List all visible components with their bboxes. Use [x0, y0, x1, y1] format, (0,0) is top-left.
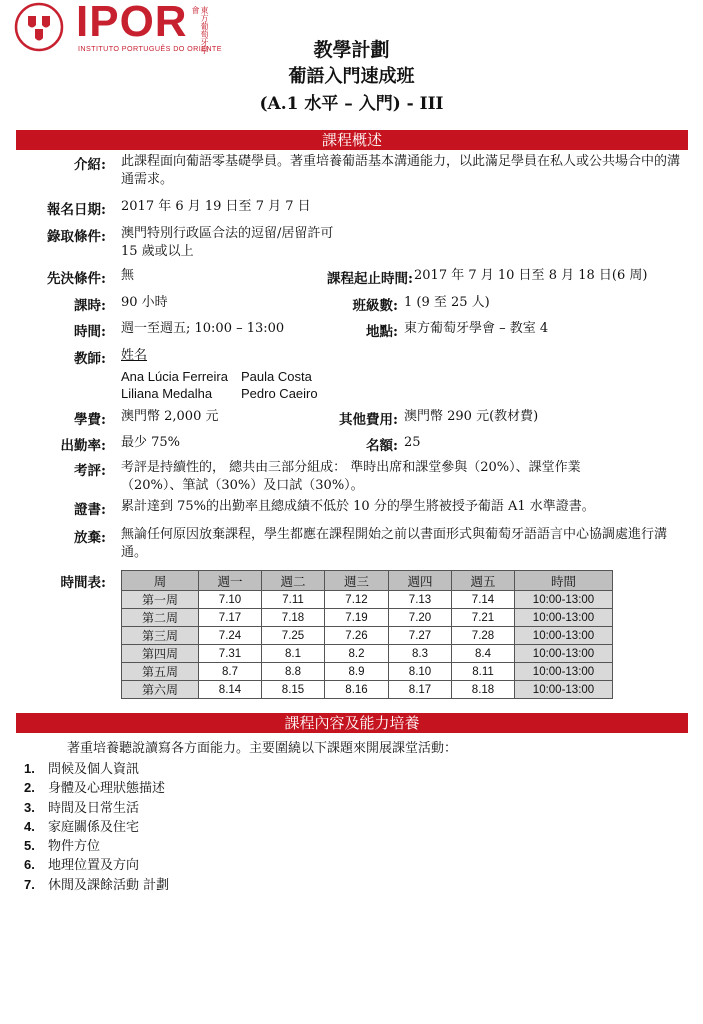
- teachers-heading: 姓名: [121, 348, 148, 363]
- date-cell: 7.18: [262, 609, 325, 627]
- date-cell: 7.24: [199, 627, 262, 645]
- withdrawal-value: 無論任何原因放棄課程，學生都應在課程開始之前以書面形式與葡萄牙語語言中心協調處進行溝通。: [121, 527, 668, 560]
- date-cell: 8.7: [199, 663, 262, 681]
- date-cell: 7.27: [389, 627, 452, 645]
- admission-label: 錄取條件:: [47, 229, 106, 245]
- enroll-label: 報名日期:: [47, 202, 106, 218]
- week-cell: 第四周: [122, 645, 199, 663]
- schedule-header-row: [122, 571, 613, 591]
- date-cell: 8.11: [452, 663, 515, 681]
- week-cell: 第三周: [122, 627, 199, 645]
- col-header: 時間: [515, 571, 613, 591]
- topic-number: 2.: [24, 780, 35, 796]
- topic-text: 地理位置及方向: [48, 858, 140, 874]
- topic-number: 1.: [24, 761, 35, 776]
- course-level: (A.1 水平 – 入門) - III: [259, 94, 444, 114]
- time-cell: 10:00-13:00: [515, 681, 613, 699]
- intro-value: 此課程面向葡語零基礎學員。著重培養葡語基本溝通能力，以此滿足學員在私人或公共場合中的溝通需求。: [121, 154, 681, 187]
- topic-text: 休閒及課餘活動 計劃: [48, 877, 170, 893]
- teacher-name: Liliana Medalha: [121, 386, 213, 401]
- prereq-value: 無: [121, 268, 135, 283]
- table-row: [122, 609, 613, 627]
- period-label: 課程起止時間:: [327, 271, 413, 287]
- date-cell: 8.14: [199, 681, 262, 699]
- date-cell: 7.21: [452, 609, 515, 627]
- topic-text: 家庭關係及住宅: [48, 819, 140, 835]
- date-cell: 7.26: [325, 627, 389, 645]
- col-header: 週四: [389, 571, 452, 591]
- date-cell: 8.8: [262, 663, 325, 681]
- admission-line2: 15 歲或以上: [121, 244, 194, 259]
- attendance-value: 最少 75%: [121, 435, 181, 450]
- admission-line1: 澳門特別行政區合法的逗留/居留許可: [121, 226, 334, 241]
- course-name: 葡語入門速成班: [288, 66, 415, 87]
- date-cell: 7.12: [325, 591, 389, 609]
- date-cell: 7.25: [262, 627, 325, 645]
- other-fee-label: 其他費用:: [339, 412, 398, 428]
- col-header: 週二: [262, 571, 325, 591]
- time-cell: 10:00-13:00: [515, 645, 613, 663]
- topic-text: 問候及個人資訊: [48, 762, 140, 777]
- assessment-label: 考評:: [74, 463, 106, 479]
- list-item: [24, 856, 169, 875]
- list-item: [24, 799, 169, 818]
- col-header: 週一: [199, 571, 262, 591]
- topic-number: 3.: [24, 799, 35, 815]
- date-cell: 8.18: [452, 681, 515, 699]
- topic-number: 4.: [24, 818, 35, 834]
- topic-number: 6.: [24, 857, 35, 873]
- topic-text: 時間及日常生活: [48, 800, 140, 816]
- withdrawal-label: 放棄:: [74, 530, 106, 546]
- time-value: 週一至週五; 10:00 – 13:00: [121, 321, 285, 336]
- table-row: [122, 663, 613, 681]
- intro-label: 介紹:: [74, 157, 106, 173]
- content-intro: 著重培養聽說讀寫各方面能力。主要圍繞以下課題來開展課堂活動：: [67, 741, 458, 756]
- date-cell: 7.13: [389, 591, 452, 609]
- schedule-label: 時間表:: [60, 575, 106, 591]
- time-cell: 10:00-13:00: [515, 627, 613, 645]
- teacher-name: Paula Costa: [241, 369, 312, 384]
- fee-label: 學費:: [74, 412, 106, 428]
- ipor-wordmark: IPOR: [76, 0, 188, 46]
- enroll-value: 2017 年 6 月 19 日至 7 月 7 日: [121, 199, 311, 214]
- overview-section-header: 課程概述: [16, 130, 688, 150]
- topic-text: 物件方位: [48, 839, 101, 855]
- list-item: [24, 876, 170, 895]
- date-cell: 8.15: [262, 681, 325, 699]
- col-header: 週三: [325, 571, 389, 591]
- week-cell: 第六周: [122, 681, 199, 699]
- classes-label: 班級數:: [352, 298, 398, 314]
- date-cell: 7.28: [452, 627, 515, 645]
- certificate-label: 證書:: [74, 502, 106, 518]
- date-cell: 8.4: [452, 645, 515, 663]
- doc-title: 教學計劃: [313, 39, 390, 61]
- table-row: [122, 627, 613, 645]
- topic-number: 5.: [24, 838, 35, 854]
- week-cell: 第五周: [122, 663, 199, 681]
- date-cell: 7.11: [262, 591, 325, 609]
- other-fee-value: 澳門幣 290 元(教材費): [404, 409, 539, 424]
- date-cell: 8.3: [389, 645, 452, 663]
- date-cell: 8.10: [389, 663, 452, 681]
- venue-value: 東方葡萄牙學會 – 教室 4: [404, 321, 549, 336]
- time-label: 時間:: [74, 324, 106, 340]
- venue-label: 地點:: [366, 324, 398, 340]
- date-cell: 7.31: [199, 645, 262, 663]
- topic-text: 身體及心理狀態描述: [48, 781, 166, 797]
- topic-list: [24, 760, 170, 895]
- quota-value: 25: [404, 435, 421, 450]
- content-section-header: 課程內容及能力培養: [16, 713, 688, 733]
- ipor-chinese-name: 東方葡萄牙學會: [191, 6, 209, 54]
- week-cell: 第一周: [122, 591, 199, 609]
- teacher-name: Ana Lúcia Ferreira: [121, 369, 228, 384]
- date-cell: 7.19: [325, 609, 389, 627]
- date-cell: 8.17: [389, 681, 452, 699]
- date-cell: 7.10: [199, 591, 262, 609]
- col-header: 周: [122, 571, 199, 591]
- teachers-label: 教師:: [74, 351, 106, 367]
- table-row: [122, 591, 613, 609]
- period-value: 2017 年 7 月 10 日至 8 月 18 日(6 周): [414, 268, 648, 283]
- list-item: [24, 779, 169, 798]
- date-cell: 7.17: [199, 609, 262, 627]
- date-cell: 7.20: [389, 609, 452, 627]
- week-cell: 第二周: [122, 609, 199, 627]
- list-item: [24, 818, 169, 837]
- time-cell: 10:00-13:00: [515, 609, 613, 627]
- prereq-label: 先決條件:: [47, 271, 106, 287]
- date-cell: 8.1: [262, 645, 325, 663]
- date-cell: 8.2: [325, 645, 389, 663]
- date-cell: 8.16: [325, 681, 389, 699]
- date-cell: 8.9: [325, 663, 389, 681]
- assessment-value: 考評是持續性的， 總共由三部分組成： 準時出席和課堂參與（20%）、課堂作業（20%）、筆試（30%）及口試（30%）。: [121, 460, 581, 493]
- schedule-table: [121, 570, 613, 699]
- time-cell: 10:00-13:00: [515, 663, 613, 681]
- time-cell: 10:00-13:00: [515, 591, 613, 609]
- attendance-label: 出勤率:: [60, 438, 106, 454]
- hours-value: 90 小時: [121, 295, 168, 310]
- table-row: [122, 681, 613, 699]
- list-item: [24, 760, 169, 779]
- teacher-name: Pedro Caeiro: [241, 386, 318, 401]
- classes-value: 1 (9 至 25 人): [404, 295, 490, 310]
- fee-value: 澳門幣 2,000 元: [121, 409, 219, 424]
- hours-label: 課時:: [74, 298, 106, 314]
- list-item: [24, 837, 169, 856]
- col-header: 週五: [452, 571, 515, 591]
- topic-number: 7.: [24, 876, 35, 892]
- quota-label: 名額:: [366, 438, 398, 454]
- certificate-value: 累計達到 75%的出勤率且總成績不低於 10 分的學生將被授予葡語 A1 水準證書。: [121, 499, 595, 514]
- ipor-subtitle: INSTITUTO PORTUGUÊS DO ORIENTE: [78, 44, 222, 53]
- date-cell: 7.14: [452, 591, 515, 609]
- table-row: [122, 645, 613, 663]
